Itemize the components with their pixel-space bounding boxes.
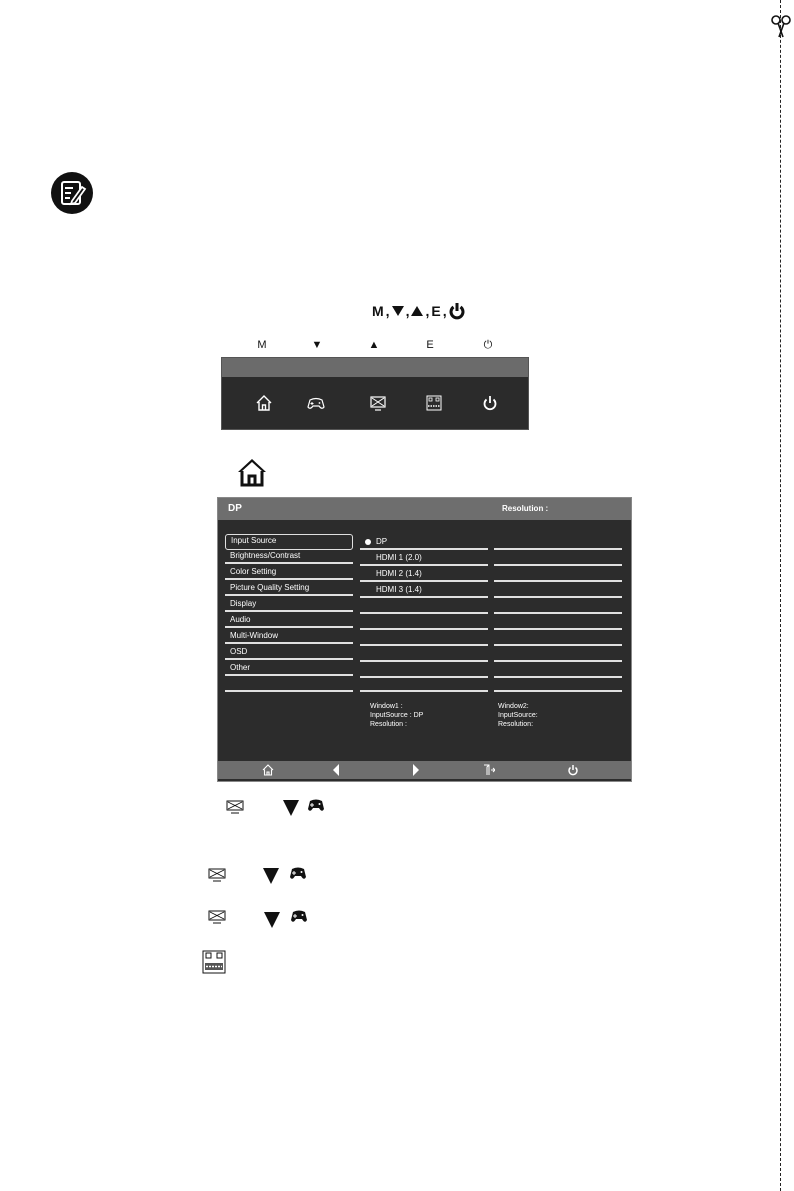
button-label-e: E bbox=[426, 339, 434, 351]
monitor-icon bbox=[208, 910, 226, 924]
value-line bbox=[494, 596, 622, 598]
triangle-down-icon bbox=[282, 799, 300, 817]
menu-item-display[interactable]: Display bbox=[225, 598, 353, 612]
triangle-up-icon bbox=[411, 305, 423, 317]
window1-title: Window1 : bbox=[370, 703, 403, 710]
source-line bbox=[360, 548, 488, 550]
source-line bbox=[360, 676, 488, 678]
power-icon bbox=[449, 302, 465, 320]
source-option-dp[interactable]: DP bbox=[376, 537, 388, 546]
source-line bbox=[360, 690, 488, 692]
key-sep: , bbox=[442, 303, 447, 319]
value-line bbox=[494, 676, 622, 678]
control-panel-bar bbox=[222, 358, 528, 377]
multi-window-icon[interactable] bbox=[425, 394, 443, 412]
button-label-power: ⏻ bbox=[483, 339, 493, 351]
exit-icon[interactable] bbox=[483, 764, 495, 776]
right-arrow-icon[interactable] bbox=[410, 764, 422, 776]
monitor-icon bbox=[226, 800, 244, 814]
scissors-icon bbox=[770, 14, 792, 38]
value-line bbox=[494, 580, 622, 582]
monitor-icon[interactable] bbox=[369, 394, 387, 412]
button-label-down: ▼ bbox=[311, 339, 323, 351]
window2-info bbox=[498, 702, 538, 729]
power-icon[interactable] bbox=[567, 764, 579, 776]
key-e: E bbox=[431, 303, 441, 319]
menu-item-input-source[interactable]: Input Source bbox=[225, 534, 353, 550]
menu-item-audio[interactable]: Audio bbox=[225, 614, 353, 628]
button-label-m: M bbox=[257, 339, 267, 351]
source-line bbox=[360, 628, 488, 630]
key-sep: , bbox=[405, 303, 410, 319]
gamepad-icon bbox=[289, 866, 307, 881]
triangle-down-icon bbox=[262, 867, 280, 885]
gamepad-icon[interactable] bbox=[307, 394, 325, 412]
window1-input: InputSource : DP bbox=[370, 712, 424, 719]
home-icon[interactable] bbox=[262, 764, 274, 776]
menu-item-other[interactable]: Other bbox=[225, 662, 353, 676]
value-line bbox=[494, 644, 622, 646]
value-line bbox=[494, 690, 622, 692]
power-icon[interactable] bbox=[481, 394, 499, 412]
gamepad-icon bbox=[307, 798, 325, 813]
triangle-down-icon bbox=[392, 305, 404, 317]
gamepad-icon bbox=[290, 909, 308, 924]
menu-divider bbox=[225, 690, 353, 692]
source-line bbox=[360, 596, 488, 598]
key-sequence bbox=[372, 302, 465, 320]
left-arrow-icon[interactable] bbox=[330, 764, 342, 776]
osd-footer bbox=[218, 761, 631, 779]
key-m: M bbox=[372, 303, 384, 319]
osd-title: DP bbox=[228, 503, 242, 514]
value-line bbox=[494, 564, 622, 566]
control-panel bbox=[221, 357, 529, 430]
osd-resolution-label: Resolution : bbox=[502, 504, 549, 513]
button-label-up: ▲ bbox=[368, 339, 380, 351]
osd-header bbox=[218, 498, 631, 520]
multi-window-icon bbox=[202, 950, 226, 974]
source-line bbox=[360, 644, 488, 646]
value-line bbox=[494, 612, 622, 614]
selected-dot bbox=[365, 539, 371, 545]
window2-resolution: Resolution: bbox=[498, 721, 534, 728]
value-line bbox=[494, 548, 622, 550]
source-line bbox=[360, 612, 488, 614]
source-option-hdmi3[interactable]: HDMI 3 (1.4) bbox=[376, 585, 422, 594]
source-option-hdmi2[interactable]: HDMI 2 (1.4) bbox=[376, 569, 422, 578]
source-option-hdmi1[interactable]: HDMI 1 (2.0) bbox=[376, 553, 422, 562]
menu-item-brightness-contrast[interactable]: Brightness/Contrast bbox=[225, 550, 353, 564]
window1-resolution: Resolution : bbox=[370, 721, 407, 728]
home-icon[interactable] bbox=[255, 394, 273, 412]
source-line bbox=[360, 580, 488, 582]
window2-input: InputSource: bbox=[498, 712, 538, 719]
value-line bbox=[494, 660, 622, 662]
menu-item-osd[interactable]: OSD bbox=[225, 646, 353, 660]
window1-info bbox=[370, 702, 423, 729]
value-line bbox=[494, 628, 622, 630]
menu-item-picture-quality[interactable]: Picture Quality Setting bbox=[225, 582, 353, 596]
menu-item-color-setting[interactable]: Color Setting bbox=[225, 566, 353, 580]
key-sep: , bbox=[385, 303, 390, 319]
home-icon bbox=[236, 457, 268, 487]
key-sep: , bbox=[425, 303, 430, 319]
cut-line bbox=[780, 0, 781, 1191]
triangle-down-icon bbox=[263, 911, 281, 929]
source-line bbox=[360, 660, 488, 662]
note-pencil-icon bbox=[50, 171, 94, 215]
monitor-icon bbox=[208, 868, 226, 882]
menu-item-multi-window[interactable]: Multi-Window bbox=[225, 630, 353, 644]
window2-title: Window2: bbox=[498, 703, 529, 710]
source-line bbox=[360, 564, 488, 566]
osd-menu bbox=[217, 497, 632, 782]
